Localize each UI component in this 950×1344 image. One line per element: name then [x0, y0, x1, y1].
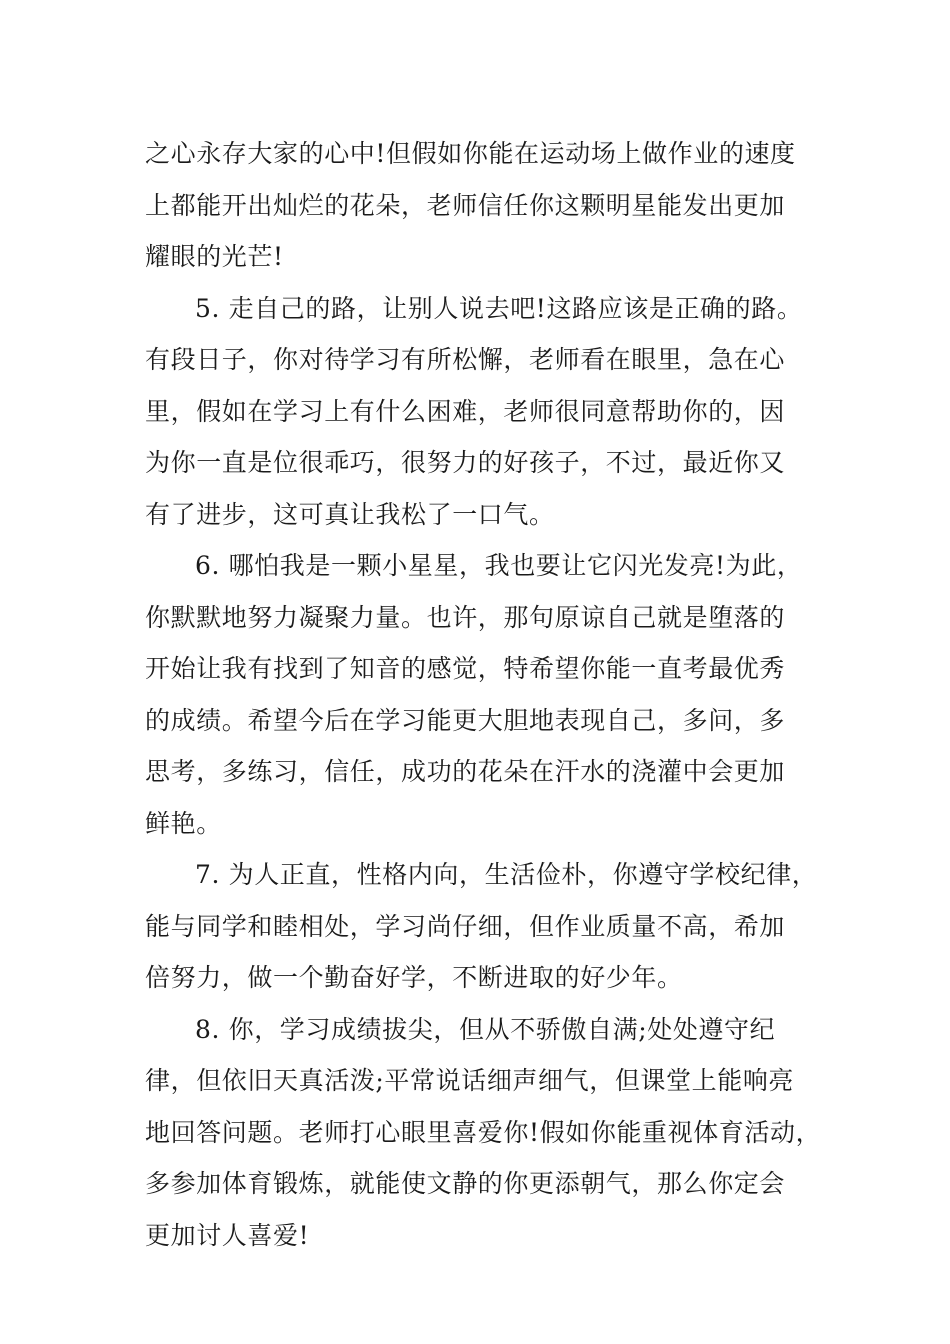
text-line: 有段日子，你对待学习有所松懈，老师看在眼里，急在心 — [145, 345, 786, 374]
text-line: 鲜艳。 — [145, 808, 222, 838]
text-line: 能与同学和睦相处，学习尚仔细，但作业质量不高，希加 — [145, 911, 786, 941]
text-line: 思考，多练习，信任，成功的花朵在汗水的浇灌中会更加 — [145, 757, 786, 786]
text-line: 你默默地努力凝聚力量。也许，那句原谅自己就是堕落的 — [145, 602, 786, 632]
text-line: 上都能开出灿烂的花朵，老师信任你这颗明星能发出更加 — [145, 190, 786, 220]
text-line: 多参加体育锻炼，就能使文静的你更添朝气，那么你定会 — [145, 1169, 786, 1198]
text-line: 之心永存大家的心中!但假如你能在运动场上做作业的速度 — [145, 139, 796, 168]
document-body — [145, 128, 835, 1261]
text-line: 耀眼的光芒! — [145, 242, 284, 271]
text-line: 开始让我有找到了知音的感觉，特希望你能一直考最优秀 — [145, 654, 786, 683]
text-line: 的成绩。希望今后在学习能更大胆地表现自己，多问，多 — [145, 705, 786, 735]
text-line: 倍努力，做一个勤奋好学，不断进取的好少年。 — [145, 963, 683, 992]
text-line: 律，但依旧天真活泼;平常说话细声细气，但课堂上能响亮 — [145, 1066, 795, 1095]
text-line: 为你一直是位很乖巧，很努力的好孩子，不过，最近你又 — [145, 448, 786, 477]
paragraph-7-start: 7. 为人正直，性格内向，生活俭朴，你遵守学校纪律， — [195, 860, 818, 889]
text-line: 有了进步，这可真让我松了一口气。 — [145, 499, 555, 529]
paragraph-8-start: 8. 你，学习成绩拔尖，但从不骄傲自满;处处遵守纪 — [195, 1014, 776, 1044]
text-line: 地回答问题。老师打心眼里喜爱你!假如你能重视体育活动， — [145, 1117, 822, 1147]
paragraph-6-start: 6. 哪怕我是一颗小星星，我也要让它闪光发亮!为此， — [195, 551, 803, 580]
text-line: 里，假如在学习上有什么困难，老师很同意帮助你的，因 — [145, 396, 786, 426]
text-line: 更加讨人喜爱! — [145, 1220, 310, 1250]
paragraph-5-start: 5. 走自己的路，让别人说去吧!这路应该是正确的路。 — [195, 293, 803, 323]
